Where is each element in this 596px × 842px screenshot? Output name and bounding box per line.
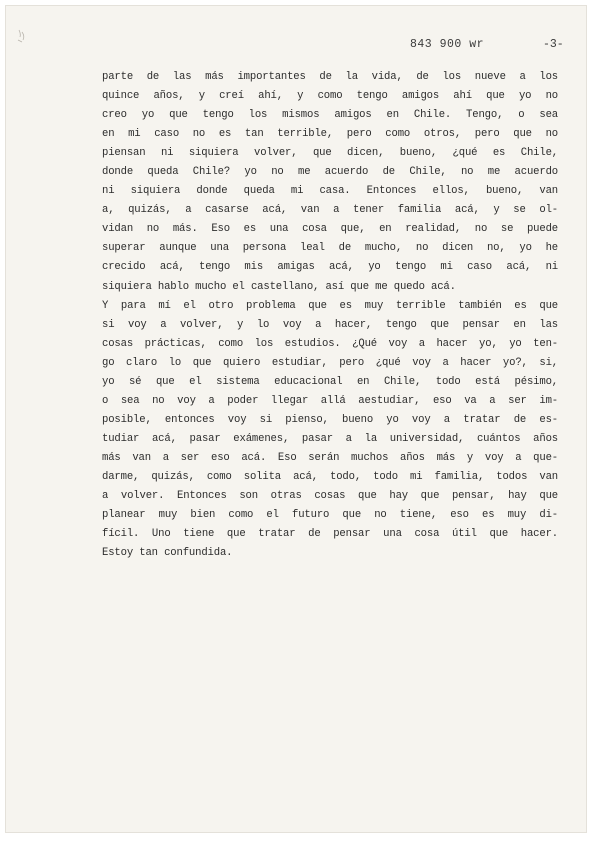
text-line: si voy a volver, y lo voy a hacer, tengo que pensar en las	[102, 318, 558, 331]
text-line: darme, quizás, como solita acá, todo, todo mi familia, todos van	[102, 470, 558, 483]
text-line: a, quizás, a casarse acá, van a tener familia acá, y se ol-	[102, 204, 558, 217]
text-line: quince años, y creí ahí, y como tengo amigos ahí que yo no	[102, 90, 558, 103]
text-line: yo sé que el sistema educacional en Chile, todo está pésimo,	[102, 375, 558, 388]
text-line: o sea no voy a poder llegar allá aestudiar, eso va a ser im-	[102, 394, 558, 407]
document-reference: 843 900 wr	[410, 38, 485, 51]
document-page	[6, 6, 586, 832]
text-line: Y para mí el otro problema que es muy terrible también es que	[102, 299, 558, 312]
text-line: piensan ni siquiera volver, que dicen, bueno, ¿qué es Chile,	[102, 147, 558, 160]
text-line: Estoy tan confundida.	[102, 547, 233, 560]
transcript-body	[102, 68, 558, 563]
text-line: a volver. Entonces son otras cosas que hay que pensar, hay que	[102, 490, 558, 503]
text-line: fícil. Uno tiene que tratar de pensar una cosa útil que hacer.	[102, 528, 558, 541]
text-line: creo yo que tengo los mismos amigos en Chile. Tengo, o sea	[102, 109, 558, 122]
text-line: superar aunque una persona leal de mucho, no dicen no, yo he	[102, 242, 558, 255]
text-line: posible, entonces voy si pienso, bueno yo voy a tratar de es-	[102, 413, 558, 426]
text-line: tudiar acá, pasar exámenes, pasar a la universidad, cuántos años	[102, 432, 558, 445]
text-line: siquiera hablo mucho el castellano, así que me quedo acá.	[102, 280, 456, 293]
text-line: en mi caso no es tan terrible, pero como otros, pero que no	[102, 128, 558, 141]
text-line: parte de las más importantes de la vida, de los nueve a los	[102, 71, 558, 83]
text-line: vidan no más. Eso es una cosa que, en realidad, no se puede	[102, 223, 558, 236]
text-line: planear muy bien como el futuro que no tiene, eso es muy di-	[102, 509, 558, 522]
text-line: go claro lo que quiero estudiar, pero ¿qué voy a hacer yo?, si,	[102, 356, 558, 369]
page-number: -3-	[543, 38, 564, 51]
text-line: ni siquiera donde queda mi casa. Entonces ellos, bueno, van	[102, 185, 558, 198]
margin-pencil-mark	[16, 28, 30, 46]
text-line: cosas prácticas, como los estudios. ¿Qué voy a hacer yo, yo ten-	[102, 337, 558, 350]
text-line: donde queda Chile? yo no me acuerdo de Chile, no me acuerdo	[102, 166, 558, 179]
text-line: más van a ser eso acá. Eso serán muchos años más y voy a que-	[102, 451, 558, 464]
text-line: crecido acá, tengo mis amigas acá, yo tengo mi caso acá, ni	[102, 261, 558, 274]
